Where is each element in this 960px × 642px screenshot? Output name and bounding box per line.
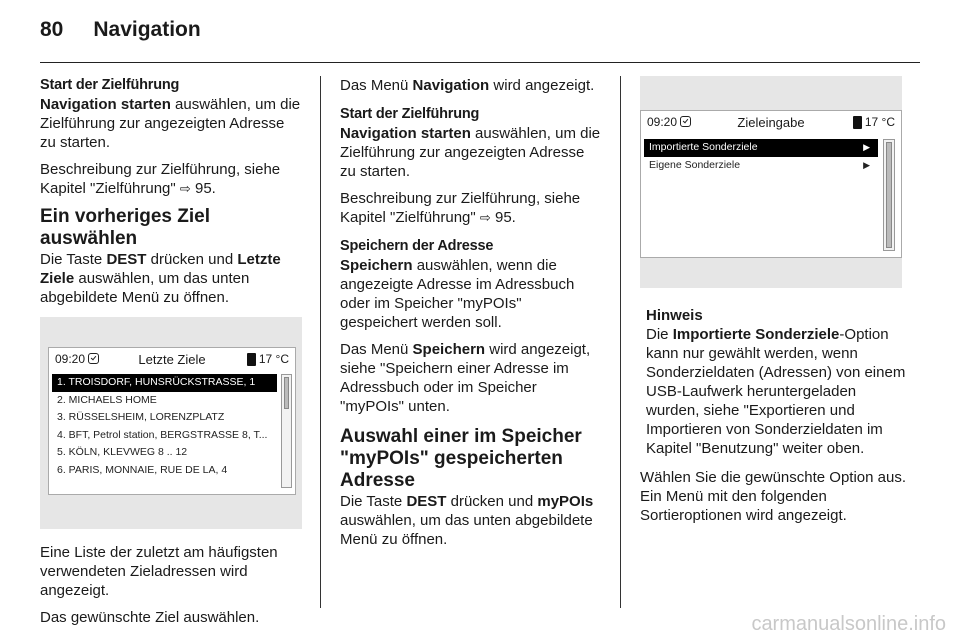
paragraph — [340, 340, 602, 416]
display-screen — [48, 347, 296, 495]
page-ref: 95. — [194, 180, 216, 197]
chevron-right-icon: ▶ — [863, 159, 870, 170]
paragraph — [340, 76, 602, 95]
section-heading: Auswahl einer im Speicher "myPOIs" gespeicherten Adresse — [340, 426, 582, 491]
header-rule — [40, 62, 920, 63]
menu-term: Speichern — [340, 257, 413, 274]
column-divider — [320, 76, 321, 608]
subheading: Start der Zielführung — [40, 77, 180, 93]
text: drücken und — [146, 251, 238, 268]
list-item[interactable] — [644, 139, 878, 157]
paragraph — [40, 250, 302, 307]
list-item-label: Eigene Sonderziele — [649, 158, 741, 171]
list-item[interactable]: 3. RÜSSELSHEIM, LORENZPLATZ — [57, 411, 225, 424]
subheading: Start der Zielführung — [340, 106, 480, 122]
note-title: Hinweis — [646, 307, 703, 324]
key-term: DEST — [406, 493, 447, 510]
temperature-text: 17 °C — [864, 114, 895, 129]
note-text — [646, 325, 908, 458]
phone-icon — [247, 353, 256, 366]
paragraph — [340, 124, 602, 181]
section-heading: Ein vorheriges Ziel auswählen — [40, 206, 210, 249]
screenshot-last-destinations — [40, 317, 302, 529]
list-item[interactable]: 1. TROISDORF, HUNSRÜCKSTRASSE, 1 — [52, 374, 277, 392]
option-list — [644, 139, 878, 174]
clock-text: 09:20 — [647, 114, 678, 129]
page-header — [40, 18, 201, 42]
column-2 — [340, 76, 602, 557]
menu-term: Speichern — [412, 341, 486, 358]
scrollbar[interactable] — [883, 139, 895, 251]
text: auswählen, wenn die angezeigte Adresse im Adressbuch oder im Speicher "myPOIs" gespeichert werden soll. — [340, 257, 575, 331]
text: -Option kann nur gewählt werden, wenn Sonderzieldaten (Adressen) von einem USB-Laufwerk heruntergeladen wurden, siehe "Exportieren und Importieren von Sonderzieldaten im Kapitel "Benutzung" weiter oben. — [646, 326, 906, 457]
text: wird angezeigt, siehe "Speichern einer Adresse im Adressbuch oder im Speicher "myPOIs" unten. — [340, 341, 591, 415]
screen-title: Letzte Ziele — [138, 351, 206, 367]
paragraph — [340, 256, 602, 332]
list-item[interactable]: 4. BFT, Petrol station, BERGSTRASSE 8, T... — [57, 428, 268, 441]
page-ref: 95. — [494, 209, 516, 226]
status-bar — [49, 348, 295, 370]
text: auswählen, um die Zielführung zur angezeigten Adresse zu starten. — [340, 125, 601, 180]
text: auswählen, um das unten abgebildete Menü zu öffnen. — [340, 512, 593, 548]
list-item[interactable]: 5. KÖLN, KLEVWEG 8 .. 12 — [57, 446, 188, 459]
paragraph: Wählen Sie die gewünschte Option aus. Ein Menü mit den folgenden Sortieroptionen wird angezeigt. — [640, 469, 906, 524]
menu-term: Letzte Ziele — [40, 251, 281, 287]
page-ref-icon: ⇨ — [479, 210, 491, 225]
subheading: Speichern der Adresse — [340, 238, 494, 254]
screen-title: Zieleingabe — [737, 114, 805, 130]
temperature-text: 17 °C — [258, 351, 289, 366]
text: Die — [646, 326, 673, 343]
destination-list — [52, 374, 277, 479]
menu-term: Importierte Sonderziele — [672, 326, 840, 343]
temperature — [247, 350, 289, 369]
phone-icon — [853, 116, 862, 129]
chevron-right-icon: ▶ — [863, 142, 870, 153]
paragraph: Das gewünschte Ziel auswählen. — [40, 609, 260, 626]
scrollbar-thumb[interactable] — [886, 142, 892, 248]
watermark: carmanualsonline.info — [751, 613, 946, 635]
clock-text: 09:20 — [55, 351, 86, 366]
column-1 — [40, 76, 302, 635]
text: Das Menü — [340, 77, 413, 94]
list-item[interactable]: 6. PARIS, MONNAIE, RUE DE LA, 4 — [57, 463, 228, 476]
key-term: DEST — [106, 251, 147, 268]
menu-term: Navigation starten — [340, 125, 471, 142]
page-number: 80 — [40, 18, 64, 41]
menu-term: Navigation starten — [40, 96, 171, 113]
paragraph — [340, 189, 602, 227]
text: auswählen, um das unten abgebildete Menü zu öffnen. — [40, 270, 250, 306]
list-item[interactable] — [644, 157, 878, 175]
note-box — [646, 306, 908, 458]
text: Beschreibung zur Zielführung, siehe Kapitel "Zielführung" — [340, 190, 581, 226]
paragraph — [40, 95, 302, 152]
text: Beschreibung zur Zielführung, siehe Kapitel "Zielführung" — [40, 161, 281, 197]
screenshot-destination-entry — [640, 76, 902, 288]
section-title: Navigation — [93, 18, 201, 41]
page-ref-icon: ⇨ — [179, 181, 191, 196]
display-screen — [640, 110, 902, 258]
scrollbar-thumb[interactable] — [284, 377, 289, 409]
text: Die Taste — [340, 493, 407, 510]
temperature — [853, 113, 895, 132]
menu-term: myPOIs — [537, 493, 594, 510]
column-divider — [620, 76, 621, 608]
column-3 — [640, 76, 908, 533]
status-bar — [641, 111, 901, 133]
text: Das Menü — [340, 341, 413, 358]
text: wird angezeigt. — [489, 77, 595, 94]
paragraph — [340, 492, 602, 549]
menu-term: Navigation — [412, 77, 490, 94]
list-item[interactable]: 2. MICHAELS HOME — [57, 393, 157, 406]
paragraph: Eine Liste der zuletzt am häufigsten verwendeten Zieladressen wird angezeigt. — [40, 544, 278, 599]
paragraph — [40, 160, 302, 198]
text: drücken und — [446, 493, 538, 510]
text: auswählen, um die Zielführung zur angezeigten Adresse zu starten. — [40, 96, 301, 151]
text: Die Taste — [40, 251, 107, 268]
scrollbar[interactable] — [281, 374, 292, 488]
list-item-label: Importierte Sonderziele — [649, 141, 758, 154]
